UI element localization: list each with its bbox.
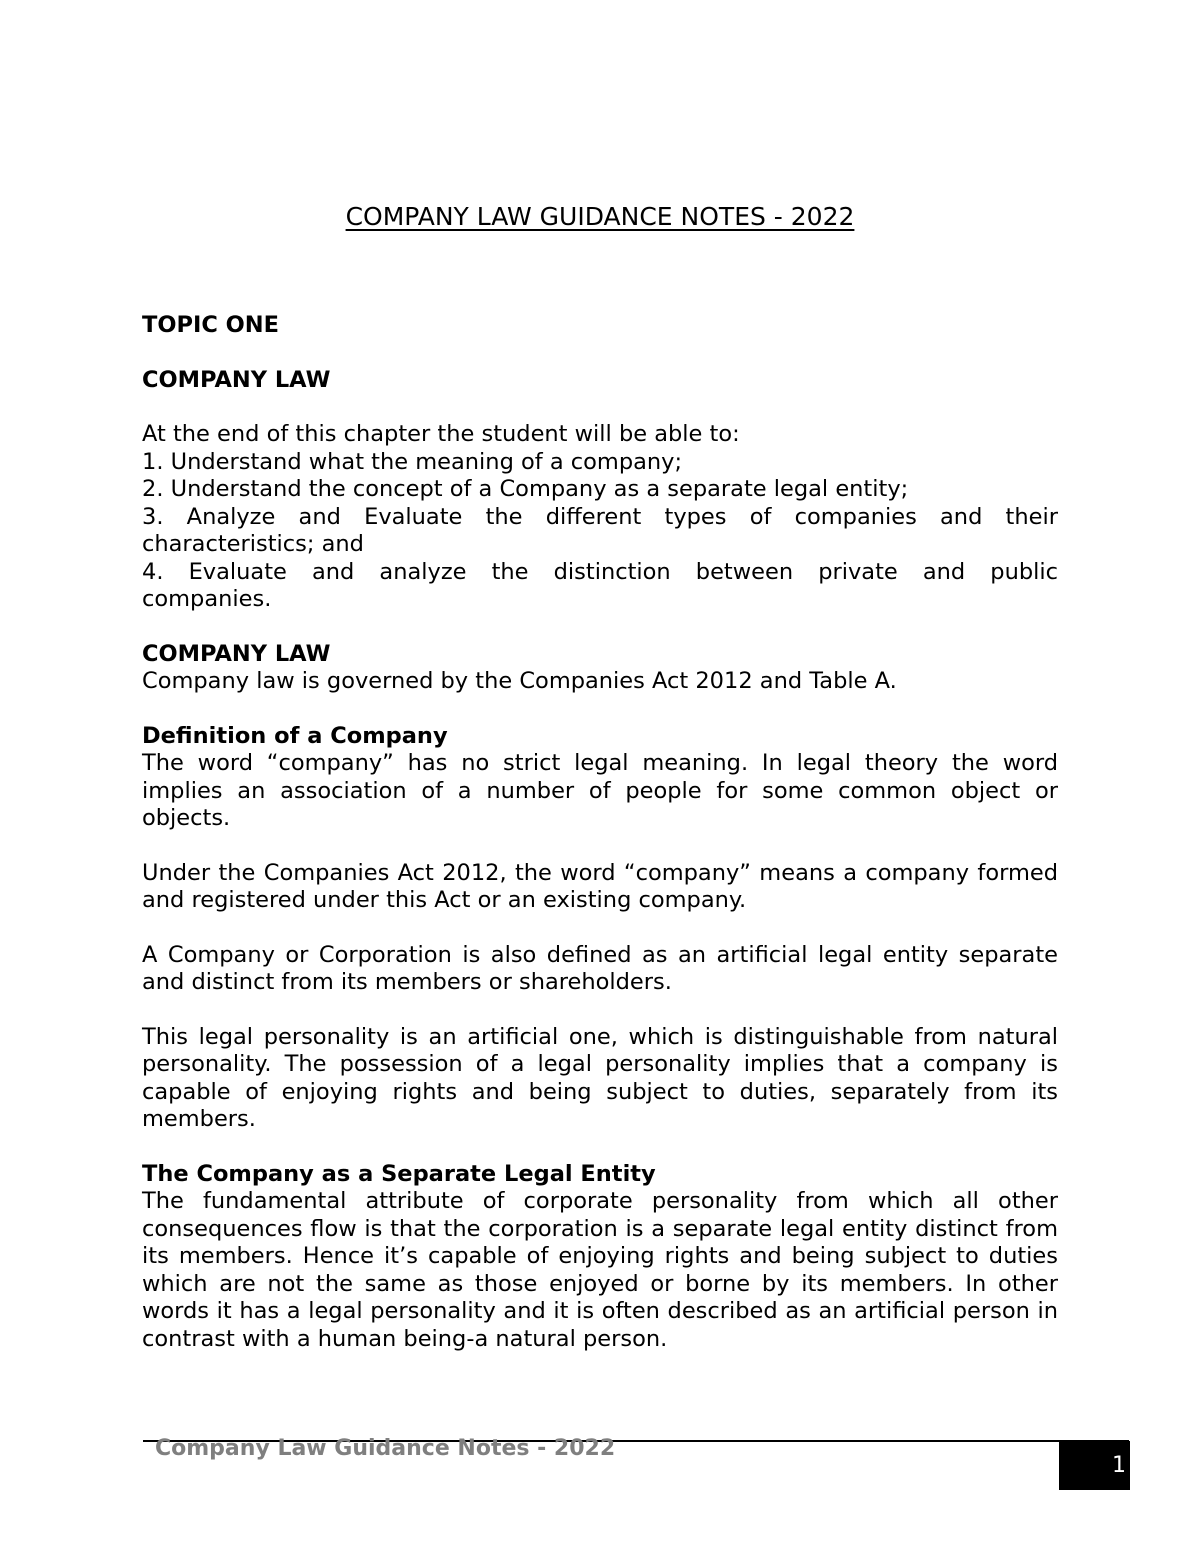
definition-paragraph: The word “company” has no strict legal meaning. In legal theory the word implies an association of a number of people for some common object or objects. [142,750,1058,831]
objective-item: 1. Understand what the meaning of a company; [142,448,683,475]
separate-entity-paragraph: The fundamental attribute of corporate personality from which all other consequences flow is that the corporation is a separate legal entity distinct from its members. Hence it’s capable of enjoying rights and being subject to duties which are not the same as those enjoyed or borne by its members. In other words it has a legal personality and it is often described as an artificial person in contrast with a human being-a natural person. [142,1188,1058,1352]
footer-text: Company Law Guidance Notes - 2022 [155,1436,616,1461]
page-title: COMPANY LAW GUIDANCE NOTES - 2022 [345,202,855,231]
separate-entity-heading: The Company as a Separate Legal Entity [142,1160,656,1187]
objectives-intro: At the end of this chapter the student will be able to: [142,421,740,447]
objective-item-continued: companies. [142,586,272,612]
objective-item: 4. Evaluate and analyze the distinction between private and public [142,558,1058,585]
page-number-box [1059,1441,1130,1490]
section-text: Company law is governed by the Companies Act 2012 and Table A. [142,668,897,694]
topic-heading: TOPIC ONE [142,312,280,338]
definition-paragraph: This legal personality is an artificial one, which is distinguishable from natural personality. The possession of a legal personality implies that a company is capable of enjoying rights and being subject to duties, separately from its members. [142,1023,1058,1132]
definition-paragraph: A Company or Corporation is also defined as an artificial legal entity separate and distinct from its members or shareholders. [142,941,1058,995]
objective-item: 3. Analyze and Evaluate the different types of companies and their [142,503,1058,530]
objective-item-continued: characteristics; and [142,531,364,557]
section-heading-company-law: COMPANY LAW [142,366,331,393]
definition-paragraph: Under the Companies Act 2012, the word “company” means a company formed and registered under this Act or an existing company. [142,859,1058,913]
page-number: 1 [1112,1453,1126,1478]
document-body [142,312,1058,1353]
section-heading-company-law-2: COMPANY LAW [142,640,331,667]
definition-heading: Definition of a Company [142,722,448,749]
objective-item: 2. Understand the concept of a Company as a separate legal entity; [142,476,909,502]
